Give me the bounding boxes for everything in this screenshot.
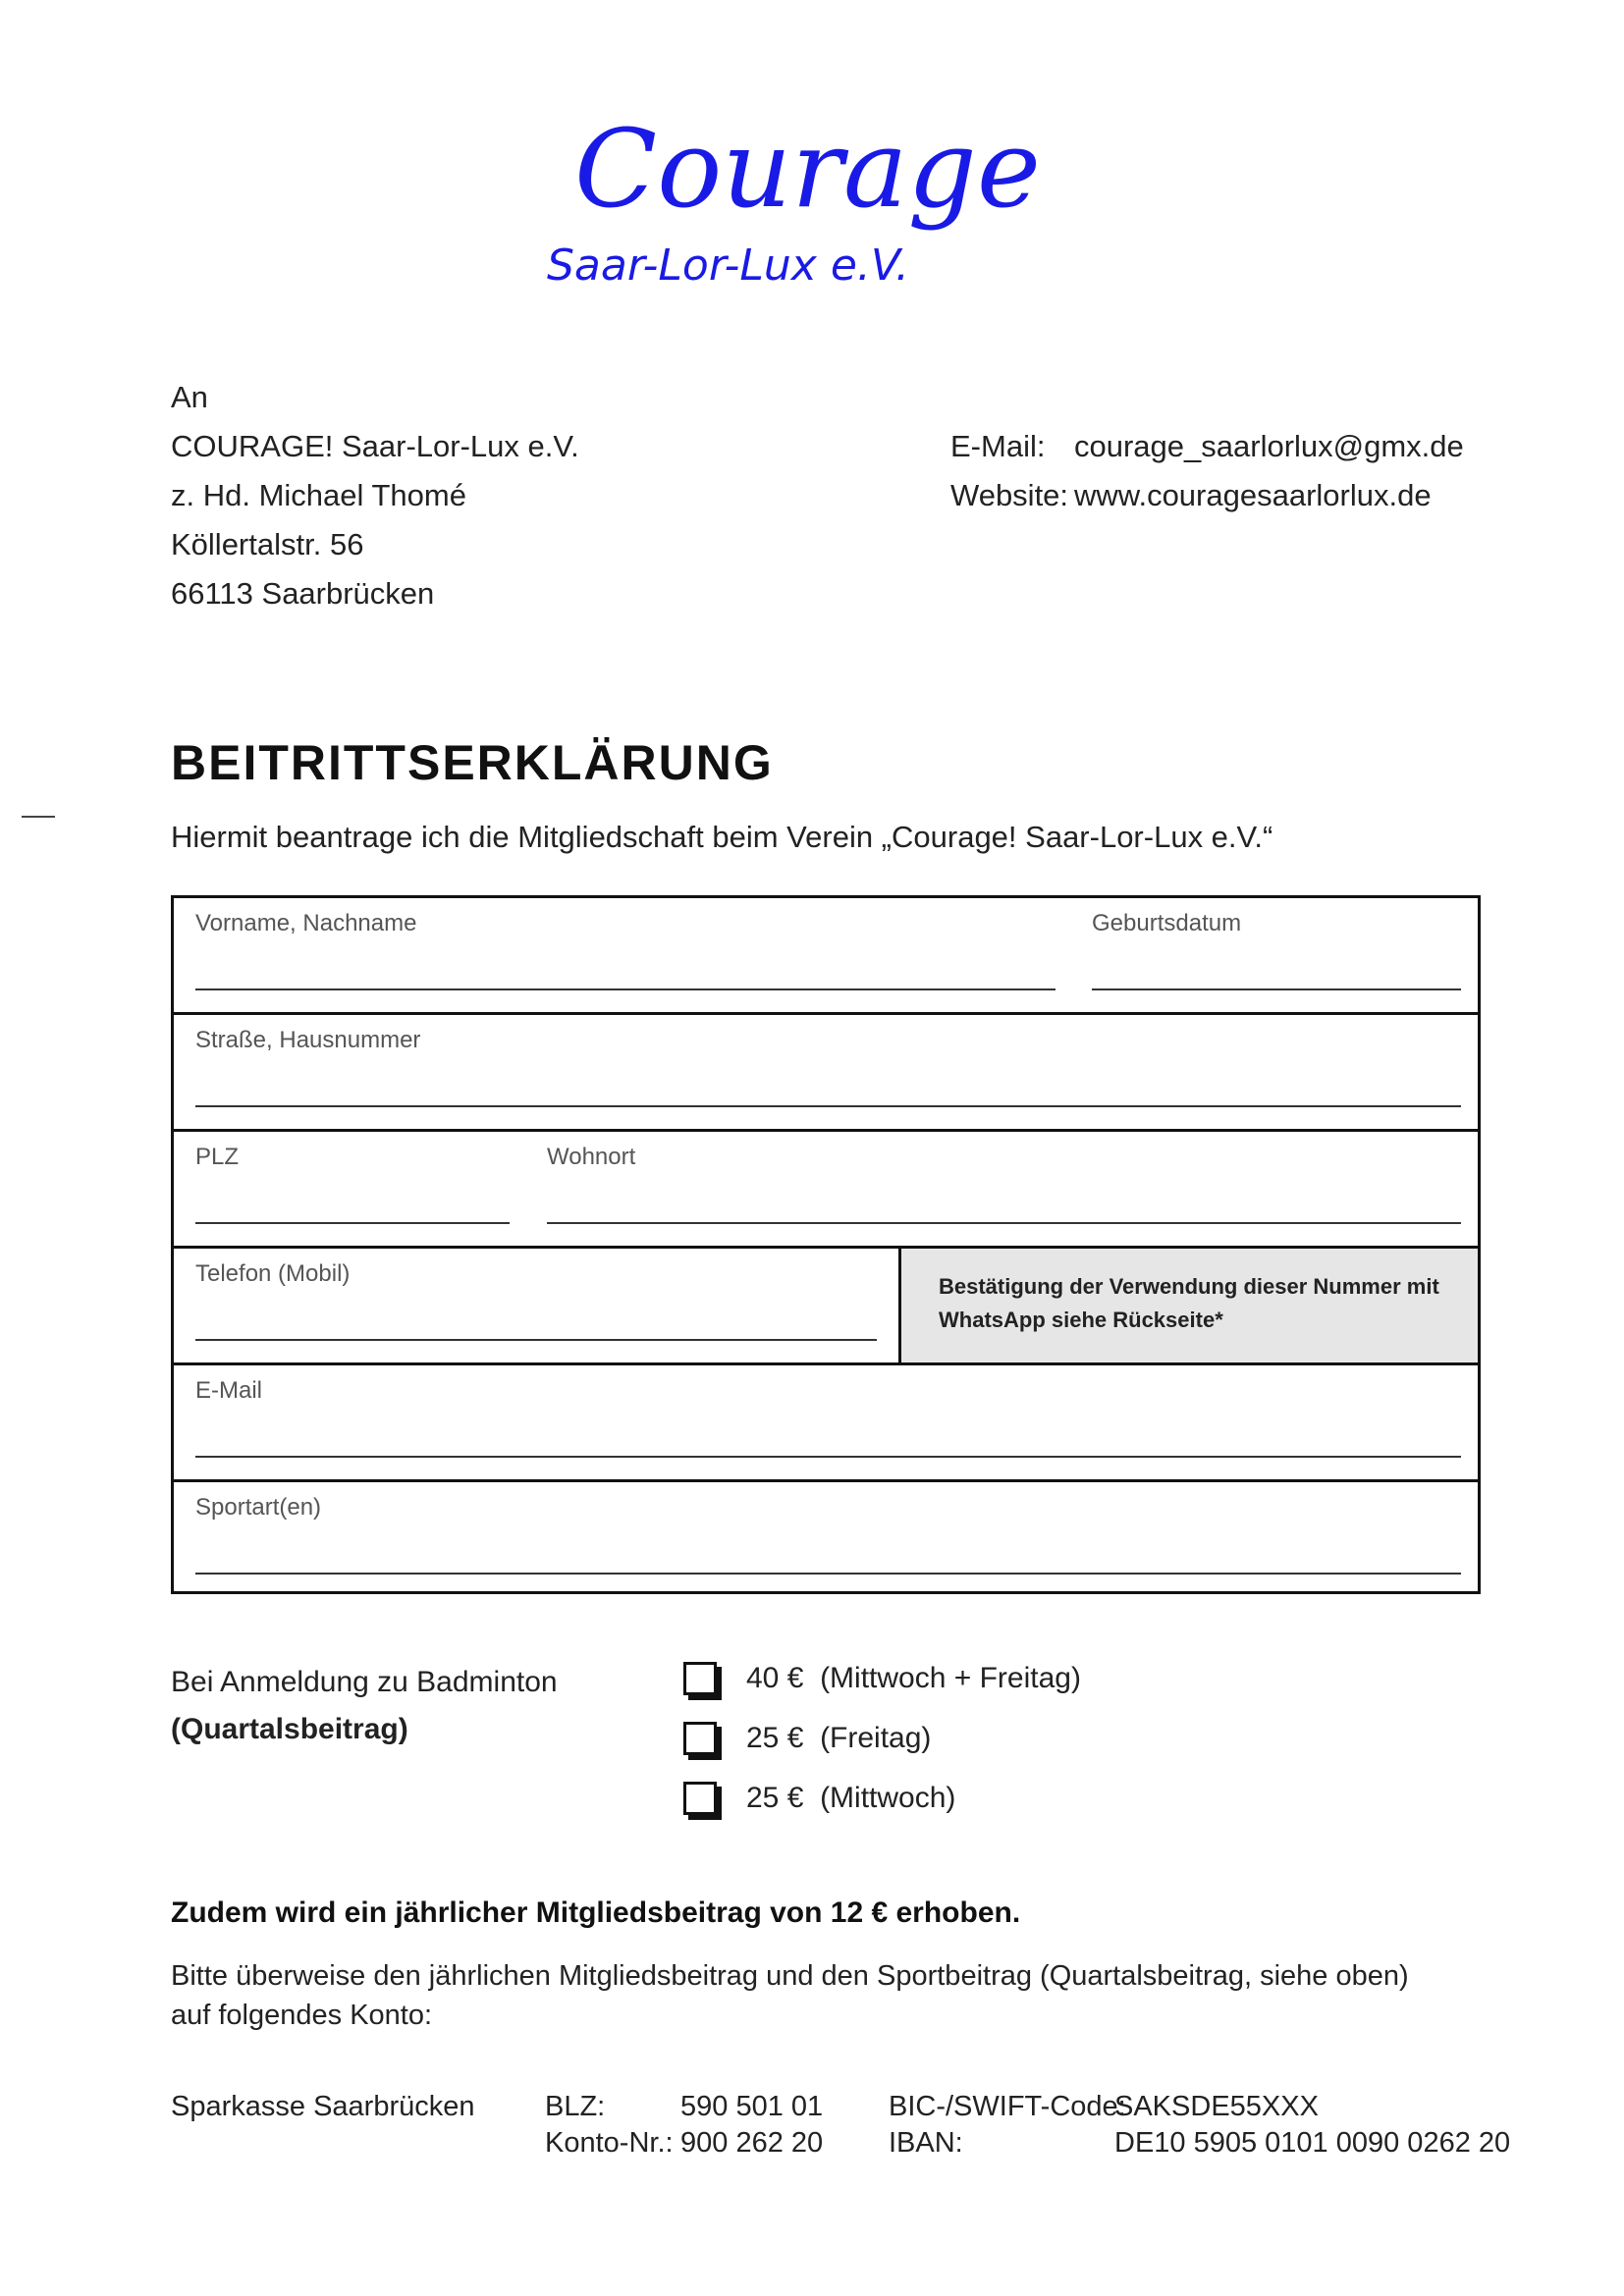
name-label: Vorname, Nachname (195, 910, 417, 936)
address-line: z. Hd. Michael Thomé (171, 478, 466, 512)
badminton-option[interactable] (683, 1662, 1081, 1695)
transfer-instructions (171, 1956, 1409, 2035)
email-field[interactable] (195, 1456, 1461, 1458)
konto-value: 900 262 20 (680, 2127, 824, 2159)
iban-label: IBAN: (889, 2127, 963, 2159)
blz-label: BLZ: (545, 2091, 606, 2122)
address-line: An (171, 380, 208, 414)
whatsapp-note: Bestätigung der Verwendung dieser Nummer mit WhatsApp siehe Rückseite* (939, 1274, 1439, 1332)
badminton-label-text: Bei Anmeldung zu Badminton (171, 1666, 558, 1698)
sports-label: Sportart(en) (195, 1494, 322, 1521)
transfer-line: auf folgendes Konto: (171, 2000, 433, 2031)
address-line: Köllertalstr. 56 (171, 527, 364, 561)
form-row-email (174, 1365, 1478, 1482)
option-days: (Mittwoch) (820, 1782, 956, 1814)
konto-label: Konto-Nr.: (545, 2127, 674, 2159)
bank-values-right (1114, 2089, 1510, 2162)
courage-logo (535, 98, 1124, 294)
iban-value: DE10 5905 0101 0090 0262 20 (1114, 2127, 1511, 2159)
intro-text: Hiermit beantrage ich die Mitgliedschaft beim Verein „Courage! Saar-Lor-Lux e.V.“ (171, 820, 1273, 854)
city-label: Wohnort (547, 1144, 636, 1170)
option-days: (Freitag) (820, 1722, 932, 1754)
street-field[interactable] (195, 1105, 1461, 1107)
blz-value: 590 501 01 (680, 2091, 824, 2122)
bank-name: Sparkasse Saarbrücken (171, 2091, 475, 2122)
fee-note: Zudem wird ein jährlicher Mitgliedsbeitrag von 12 € erhoben. (171, 1896, 1021, 1929)
option-price: 25 € (746, 1722, 804, 1754)
bic-label: BIC-/SWIFT-Code: (889, 2091, 1126, 2122)
checkbox[interactable] (683, 1722, 717, 1755)
badminton-label (171, 1659, 558, 1753)
membership-form (171, 895, 1481, 1594)
checkbox[interactable] (683, 1782, 717, 1815)
name-field[interactable] (195, 988, 1056, 990)
city-field[interactable] (547, 1222, 1461, 1224)
bank-labels-left (545, 2089, 674, 2162)
email-field-label: E-Mail (195, 1377, 263, 1404)
birthdate-field[interactable] (1092, 988, 1461, 990)
address-line: 66113 Saarbrücken (171, 576, 435, 611)
sports-field[interactable] (195, 1573, 1461, 1575)
form-row-name (174, 898, 1478, 1015)
form-row-street (174, 1015, 1478, 1132)
website-value: www.couragesaarlorlux.de (1074, 478, 1432, 512)
badminton-label-bold: (Quartalsbeitrag) (171, 1713, 408, 1745)
birthdate-label: Geburtsdatum (1092, 910, 1242, 936)
address-line: COURAGE! Saar-Lor-Lux e.V. (171, 429, 579, 463)
recipient-address (171, 373, 579, 618)
plz-label: PLZ (195, 1144, 240, 1170)
phone-field[interactable] (195, 1339, 877, 1341)
phone-label: Telefon (Mobil) (195, 1260, 351, 1287)
form-row-phone (174, 1249, 1478, 1365)
page-title: BEITRITTSERKLÄRUNG (171, 735, 774, 790)
logo-subtitle: Saar-Lor-Lux e.V. (547, 240, 909, 291)
whatsapp-note-cell (898, 1249, 1478, 1362)
plz-field[interactable] (195, 1222, 510, 1224)
transfer-line: Bitte überweise den jährlichen Mitgliedsbeitrag und den Sportbeitrag (Quartalsbeitrag, siehe oben) (171, 1960, 1409, 1992)
bank-values-left (680, 2089, 823, 2162)
website-label: Website: (950, 478, 1069, 512)
option-days: (Mittwoch + Freitag) (820, 1662, 1081, 1694)
checkbox[interactable] (683, 1662, 717, 1695)
contact-block (950, 422, 1464, 520)
street-label: Straße, Hausnummer (195, 1027, 421, 1053)
option-price: 40 € (746, 1662, 804, 1694)
option-price: 25 € (746, 1782, 804, 1814)
badminton-option[interactable] (683, 1782, 955, 1815)
form-row-city (174, 1132, 1478, 1249)
bank-labels-right (889, 2089, 1126, 2162)
bic-value: SAKSDE55XXX (1114, 2091, 1319, 2122)
fold-mark (22, 816, 55, 818)
badminton-option[interactable] (683, 1722, 931, 1755)
logo-title: Courage (574, 106, 1041, 232)
email-value: courage_saarlorlux@gmx.de (1074, 429, 1464, 463)
form-row-sports (174, 1482, 1478, 1591)
email-label: E-Mail: (950, 429, 1046, 463)
